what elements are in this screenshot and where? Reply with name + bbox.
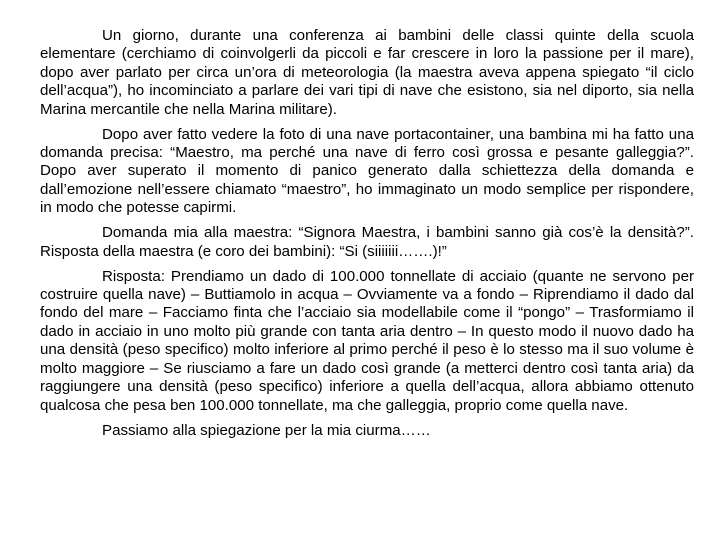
body-text	[40, 27, 694, 440]
paragraph-conference-intro: Un giorno, durante una conferenza ai bambini delle classi quinte della scuola elementare (cerchiamo di coinvolgerli da piccoli e far crescere in loro la passione per il mare), dopo aver parlato per circa un’ora di meteorologia (la maestra aveva appena spiegato “il ciclo dell’acqua”), ho incominciato a parlare dei vari tipi di nave che esistono, sia nel diporto, sia nella Marina mercantile che nella Marina militare).	[40, 27, 694, 118]
paragraph-student-question: Dopo aver fatto vedere la foto di una nave portacontainer, una bambina mi ha fatto una domanda precisa: “Maestro, ma perché una nave di ferro così grossa e pesante galleggia?”. Dopo aver superato il momento di panico generato dalla schiettezza della domanda e dall’emozione nell’essere chiamato “maestro”, ho immaginato un modo semplice per rispondere, in modo che potesse capirmi.	[40, 125, 694, 217]
paragraph-answer: Risposta: Prendiamo un dado di 100.000 tonnellate di acciaio (quante ne servono per costruire quella nave) – Buttiamolo in acqua – Ovviamente va a fondo – Riprendiamo il dado dal fondo del mare – Facciamo finta che l’acciaio sia modellabile come il “pongo” – Trasformiamo il dado in acciaio in uno molto più grande con tanta aria dentro – In questo modo il nuovo dado ha una densità (peso specifico) molto inferiore al primo perché il peso è lo stesso ma il suo volume è molto maggiore – Se riusciamo a fare un dado così grande (a metterci dentro così tanta aria) da raggiungere una densità (peso specifico) inferiore a quella dell’acqua, allora abbiamo ottenuto qualcosa che pesa ben 100.000 tonnellate, ma che galleggia, proprio come quella nave.	[40, 267, 694, 414]
paragraph-density-question: Domanda mia alla maestra: “Signora Maestra, i bambini sanno già cos’è la densità?”. Risposta della maestra (e coro dei bambini): “Si (siiiiiii…….)!”	[40, 224, 694, 260]
paragraph-closing: Passiamo alla spiegazione per la mia ciurma……	[102, 421, 431, 439]
